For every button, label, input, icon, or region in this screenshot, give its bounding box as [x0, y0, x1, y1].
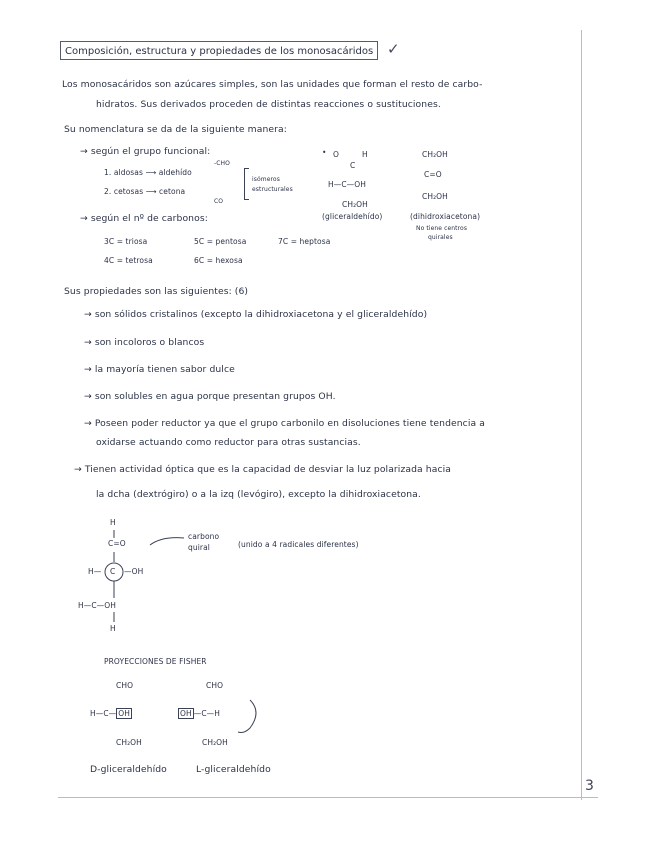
- ald-h: H: [362, 150, 368, 159]
- ket-note-1: No tiene centros: [416, 225, 468, 232]
- ket-bottom: CH₂OH: [422, 192, 448, 201]
- cetosas-line: 2. cetosas ⟶ cetona: [104, 187, 186, 196]
- isomeros-label: isómeros: [252, 176, 280, 183]
- carbonos-c4: 4C = tetrosa: [104, 256, 153, 265]
- fischer-d-left: H—C— OH: [90, 709, 131, 718]
- cetosas-sub: CO: [214, 198, 224, 205]
- prop-item-6: → Tienen actividad óptica que es la capacidad de desviar la luz polarizada hacia: [74, 464, 451, 475]
- fischer-l-row: OH —C—H: [180, 709, 221, 718]
- carbonos-c6: 6C = hexosa: [194, 256, 243, 265]
- chiral-bottom: H—C—OH: [78, 601, 117, 610]
- carbonos-c5: 5C = pentosa: [194, 237, 247, 246]
- fischer-d-top: CHO: [116, 681, 134, 690]
- fischer-d-name: D-gliceraldehído: [90, 764, 167, 775]
- chiral-label-1: carbono: [188, 532, 220, 541]
- ket-note-2: quirales: [428, 234, 453, 241]
- intro-line-2: hidratos. Sus derivados proceden de distintas reacciones o sustituciones.: [96, 99, 441, 110]
- chiral-h-top: H: [110, 518, 116, 527]
- chiral-note: (unido a 4 radicales diferentes): [238, 540, 359, 549]
- ald-middle: H—C—OH: [328, 180, 367, 189]
- ald-caption: (gliceraldehído): [322, 212, 383, 221]
- ald-bottom: CH₂OH: [342, 200, 368, 209]
- chiral-c-center: C: [110, 567, 116, 576]
- estructurales-label: estructurales: [252, 186, 293, 193]
- prop-item-4: → son solubles en agua porque presentan grupos OH.: [84, 391, 336, 402]
- carbonos-label: → según el nº de carbonos:: [80, 213, 208, 224]
- fischer-l-top: CHO: [206, 681, 224, 690]
- chiral-label-2: quiral: [188, 543, 210, 552]
- prop-item-5: → Poseen poder reductor ya que el grupo carbonilo en disoluciones tiene tendencia a: [84, 418, 485, 429]
- chiral-h-bottom: H: [110, 624, 116, 633]
- ald-o: O: [333, 150, 340, 159]
- check-icon: ✓: [387, 40, 400, 58]
- chiral-h-left: H—: [88, 567, 102, 576]
- ald-bullet: •: [322, 148, 327, 157]
- ket-caption: (dihidroxiacetona): [410, 212, 481, 221]
- aldosas-sub: -CHO: [214, 160, 230, 167]
- chiral-arrow-icon: [150, 538, 184, 545]
- chiral-oh-right: —OH: [124, 567, 144, 576]
- fischer-d-bottom: CH₂OH: [116, 738, 142, 747]
- nomenclatura-heading: Su nomenclatura se da de la siguiente manera:: [64, 124, 287, 135]
- intro-line-1: Los monosacáridos son azúcares simples, son las unidades que forman el resto de carbo-: [62, 79, 483, 90]
- prop-item-6-cont: la dcha (dextrógiro) o a la izq (levógiro), excepto la dihidroxiacetona.: [96, 489, 421, 500]
- fischer-arrow-icon: [238, 700, 256, 733]
- chiral-c-o: C=O: [108, 539, 126, 548]
- fischer-l-bottom: CH₂OH: [202, 738, 228, 747]
- grupo-funcional-label: → según el grupo funcional:: [80, 146, 211, 157]
- ket-top: CH₂OH: [422, 150, 448, 159]
- fischer-l-oh: OH: [180, 709, 192, 718]
- page-title: Composición, estructura y propiedades de los monosacáridos: [60, 41, 378, 60]
- fischer-d-oh: OH: [118, 709, 131, 718]
- prop-item-2: → son incoloros o blancos: [84, 337, 205, 348]
- ald-c: C: [350, 161, 356, 170]
- prop-item-5-cont: oxidarse actuando como reductor para otras sustancias.: [96, 437, 361, 448]
- page-number: 3: [585, 778, 594, 794]
- propiedades-heading: Sus propiedades son las siguientes: (6): [64, 286, 249, 297]
- carbonos-c3: 3C = triosa: [104, 237, 148, 246]
- prop-item-3: → la mayoría tienen sabor dulce: [84, 364, 235, 375]
- fischer-heading: PROYECCIONES DE FISHER: [104, 657, 207, 666]
- fischer-l-name: L-gliceraldehído: [196, 764, 271, 775]
- ket-middle: C=O: [424, 170, 442, 179]
- carbonos-c7: 7C = heptosa: [278, 237, 331, 246]
- aldosas-line: 1. aldosas ⟶ aldehído: [104, 168, 192, 177]
- prop-item-1: → son sólidos cristalinos (excepto la dihidroxiacetona y el gliceraldehído): [84, 309, 428, 320]
